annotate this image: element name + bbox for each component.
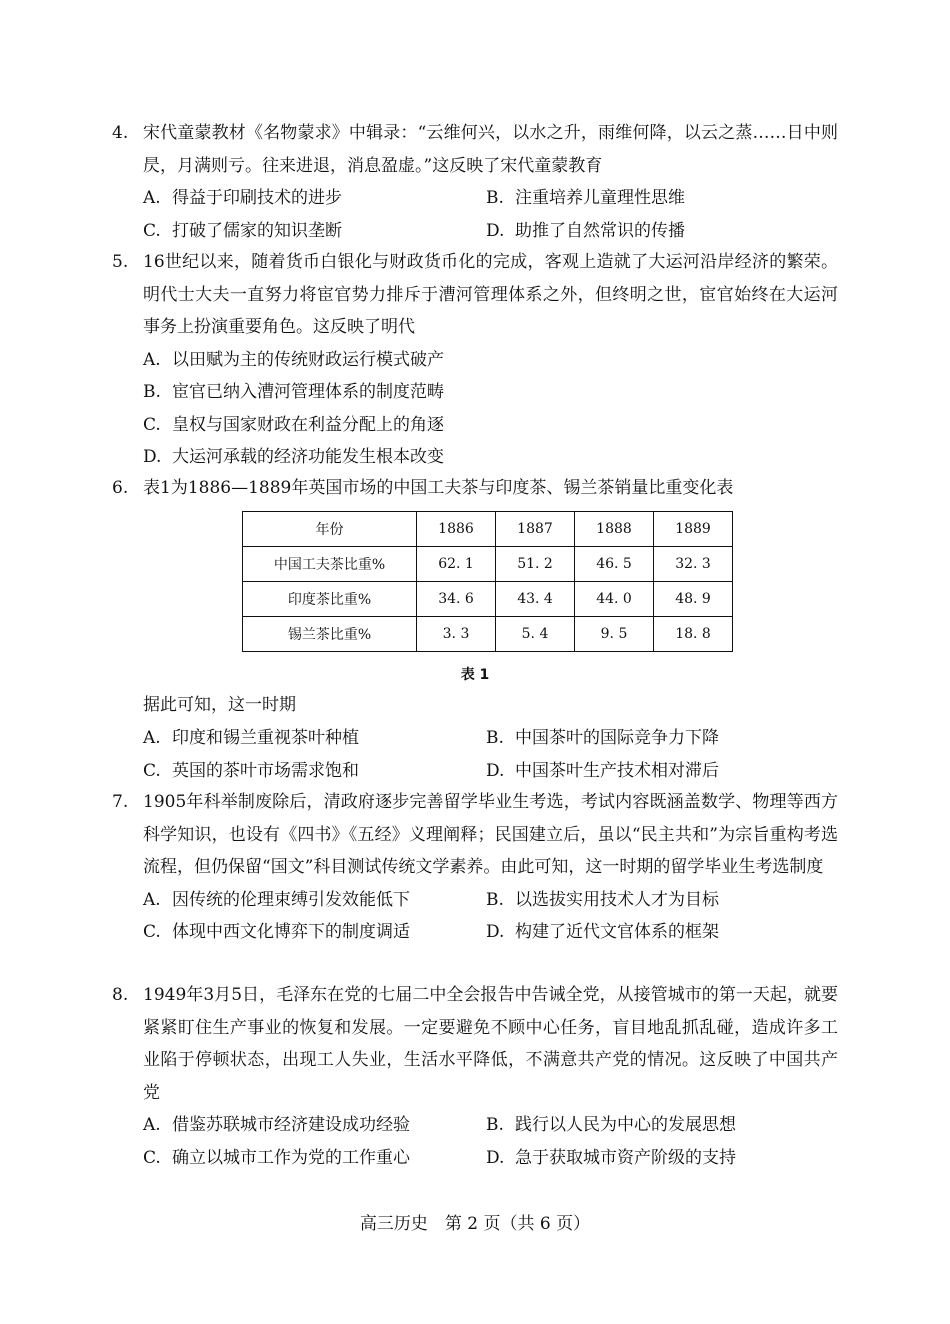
option-c: C. 体现中西文化博弈下的制度调适 [143,922,410,942]
question-4 [112,117,838,247]
option-d: D. 急于获取城市资产阶级的支持 [486,1147,736,1168]
question-7 [112,786,838,949]
table-cell: 43. 4 [496,582,575,617]
question-number: 7. [112,792,129,812]
option-a: A. 得益于印刷技术的进步 [143,188,342,208]
table-cell: 18. 8 [654,617,733,652]
table-cell: 46. 5 [575,547,654,582]
table-cell: 5. 4 [496,617,575,652]
table-cell: 34. 6 [417,582,496,617]
table-cell: 年份 [243,512,417,547]
table-row [243,617,733,652]
question-number: 5. [112,252,129,272]
options [143,884,838,949]
option-a: A. 借鉴苏联城市经济建设成功经验 [143,1115,410,1135]
question-text: 1949年3月5日，毛泽东在党的七届二中全会报告中告诫全党，从接管城市的第一天起，就要紧紧盯住生产事业的恢复和发展。一定要避免不顾中心任务，盲目地乱抓乱碰，造成许多工业陷于停顿状态，出现工人失业，生活水平降低，不满意共产党的情况。这反映了中国共产党 [143,985,838,1103]
option-a: A. 因传统的伦理束缚引发效能低下 [143,889,410,910]
table-row [243,582,733,617]
table-cell: 32. 3 [654,547,733,582]
question-6 [112,472,838,505]
table-cell: 1887 [496,512,575,547]
option-c: C. 皇权与国家财政在利益分配上的角逐 [143,414,444,435]
question-8 [112,979,838,1174]
option-b: B. 宦官已纳入漕河管理体系的制度范畴 [143,382,444,402]
table-cell: 48. 9 [654,582,733,617]
option-d: D. 中国茶叶生产技术相对滞后 [486,760,719,781]
table-cell: 62. 1 [417,547,496,582]
table-cell: 3. 3 [417,617,496,652]
question-text: 1905年科举制废除后，清政府逐步完善留学毕业生考选，考试内容既涵盖数学、物理等西方科学知识，也设有《四书》《五经》义理阐释；民国建立后，虽以“民主共和”为宗旨重构考选流程，但仍保留“国文”科目测试传统文学素养。由此可知，这一时期的留学毕业生考选制度 [143,792,838,877]
option-b: B. 以选拔实用技术人才为目标 [486,889,719,910]
question-text: 宋代童蒙教材《名物蒙求》中辑录：“云维何兴，以水之升，雨维何降，以云之蒸……日中则昃，月满则亏。往来进退，消息盈虚。”这反映了宋代童蒙教育 [143,123,838,176]
table-row [243,547,733,582]
option-a: A. 以田赋为主的传统财政运行模式破产 [143,349,444,370]
table-cell: 印度茶比重% [243,582,417,617]
table-cell: 1889 [654,512,733,547]
table-header-row [243,512,733,547]
option-b: B. 注重培养儿童理性思维 [486,188,685,208]
options [143,722,838,787]
option-d: D. 助推了自然常识的传播 [486,220,685,241]
options [143,1109,838,1174]
question-number: 6. [112,478,129,498]
table-cell: 1888 [575,512,654,547]
table-cell: 锡兰茶比重% [243,617,417,652]
option-b: B. 践行以人民为中心的发展思想 [486,1115,736,1135]
question-number: 8. [112,985,129,1005]
options [143,344,838,474]
question-6-options [112,722,838,787]
question-text: 表1为1886—1889年英国市场的中国工夫茶与印度茶、锡兰茶销量比重变化表 [143,478,734,498]
option-d: D. 构建了近代文官体系的框架 [486,922,719,942]
table-cell: 1886 [417,512,496,547]
question-number: 4. [112,123,129,143]
table-caption: 表 1 [460,667,490,683]
question-6-prompt: 据此可知，这一时期 [143,695,296,715]
table-cell: 44. 0 [575,582,654,617]
tea-share-table [242,511,733,652]
page-footer: 高三历史 第 2 页（共 6 页） [359,1214,591,1234]
option-c: C. 英国的茶叶市场需求饱和 [143,760,359,781]
question-5 [112,246,838,474]
table-cell: 中国工夫茶比重% [243,547,417,582]
question-text: 16世纪以来，随着货币白银化与财政货币化的完成，客观上造就了大运河沿岸经济的繁荣。明代士大夫一直努力将宦官势力排斥于漕河管理体系之外，但终明之世，宦官始终在大运河事务上扮演重要角色。这反映了明代 [143,252,838,337]
option-d: D. 大运河承载的经济功能发生根本改变 [143,447,444,467]
option-a: A. 印度和锡兰重视茶叶种植 [143,728,359,748]
option-b: B. 中国茶叶的国际竞争力下降 [486,728,719,748]
table-cell: 9. 5 [575,617,654,652]
option-c: C. 确立以城市工作为党的工作重心 [143,1147,410,1168]
option-c: C. 打破了儒家的知识垄断 [143,220,342,241]
table-cell: 51. 2 [496,547,575,582]
options [143,182,838,247]
